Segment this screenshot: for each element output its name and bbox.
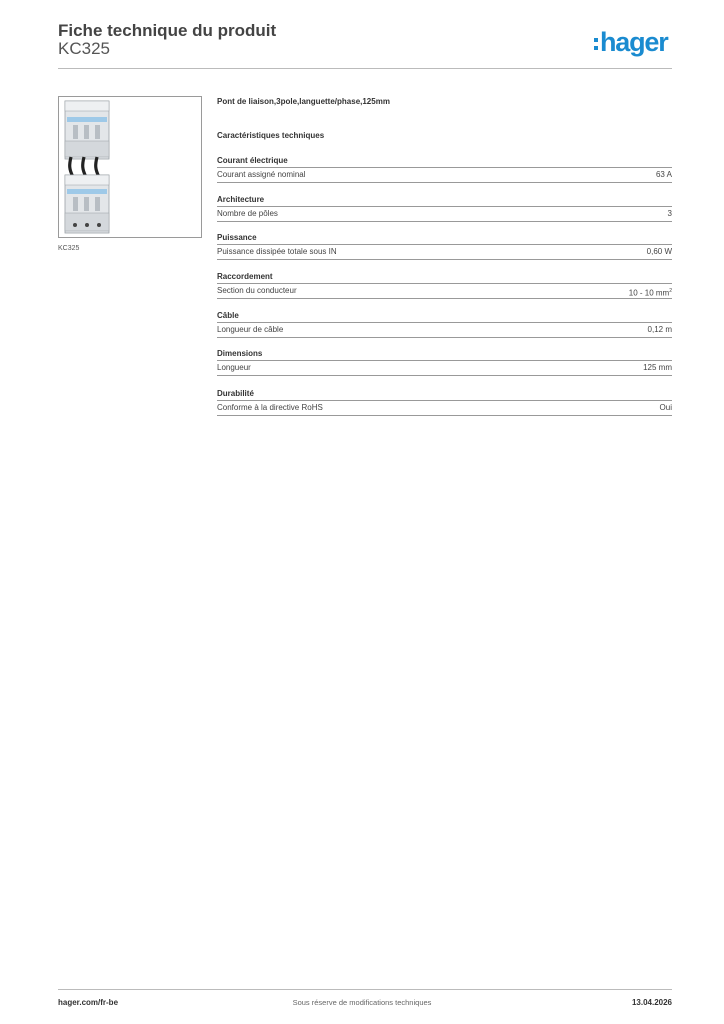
document-title: Fiche technique du produit	[58, 21, 277, 40]
image-caption: KC325	[58, 245, 80, 252]
busbar-product-image	[59, 97, 201, 237]
spec-value: 63 A	[655, 170, 672, 179]
spec-group-raccordement	[217, 271, 672, 299]
spec-group-name: Puissance	[217, 233, 257, 242]
spec-row	[217, 400, 672, 416]
spec-label: Longueur	[217, 363, 251, 372]
spec-value-wrap	[629, 284, 672, 298]
spec-group-cable	[217, 310, 672, 338]
spec-label: Puissance dissipée totale sous IN	[217, 247, 337, 256]
logo-dots-icon	[594, 38, 598, 50]
spec-group-dimensions	[217, 348, 672, 376]
section-title: Caractéristiques techniques	[217, 131, 325, 140]
spec-row	[217, 283, 672, 299]
spec-row	[217, 167, 672, 183]
footer-divider	[58, 989, 672, 990]
spec-row	[217, 206, 672, 222]
spec-value: 10 - 10 mm	[628, 288, 670, 298]
product-code: KC325	[58, 39, 110, 58]
spec-group-name: Courant électrique	[217, 156, 288, 165]
spec-group-name: Durabilité	[217, 389, 254, 398]
spec-group-name: Raccordement	[217, 272, 273, 281]
spec-group-name: Dimensions	[217, 349, 263, 358]
footer-date: 13.04.2026	[631, 998, 672, 1007]
spec-group-durabilite	[217, 388, 672, 416]
spec-group-puissance	[217, 232, 672, 260]
spec-label: Nombre de pôles	[217, 209, 278, 218]
spec-group-name: Architecture	[217, 195, 265, 204]
footer-notice: Sous réserve de modifications techniques	[292, 998, 432, 1007]
spec-value-superscript: 2	[669, 288, 672, 294]
spec-value: Oui	[659, 403, 672, 412]
logo-text: hager	[600, 27, 668, 57]
spec-label: Section du conducteur	[217, 286, 297, 295]
spec-row	[217, 360, 672, 376]
spec-row	[217, 322, 672, 338]
spec-group-courant	[217, 155, 672, 183]
spec-value: 125 mm	[643, 363, 672, 372]
header-divider	[58, 68, 672, 69]
spec-label: Courant assigné nominal	[217, 170, 306, 179]
hager-logo	[594, 27, 668, 57]
spec-value: 0,12 m	[647, 325, 672, 334]
spec-value: 3	[667, 209, 672, 218]
spec-label: Longueur de câble	[217, 325, 284, 334]
spec-group-architecture	[217, 194, 672, 222]
spec-group-name: Câble	[217, 311, 239, 320]
spec-label: Conforme à la directive RoHS	[217, 403, 323, 412]
product-image-frame	[58, 96, 202, 238]
product-description: Pont de liaison,3pole,languette/phase,125mm	[217, 97, 390, 106]
spec-row	[217, 244, 672, 260]
footer-website: hager.com/fr-be	[58, 998, 119, 1007]
spec-value: 0,60 W	[646, 247, 672, 256]
